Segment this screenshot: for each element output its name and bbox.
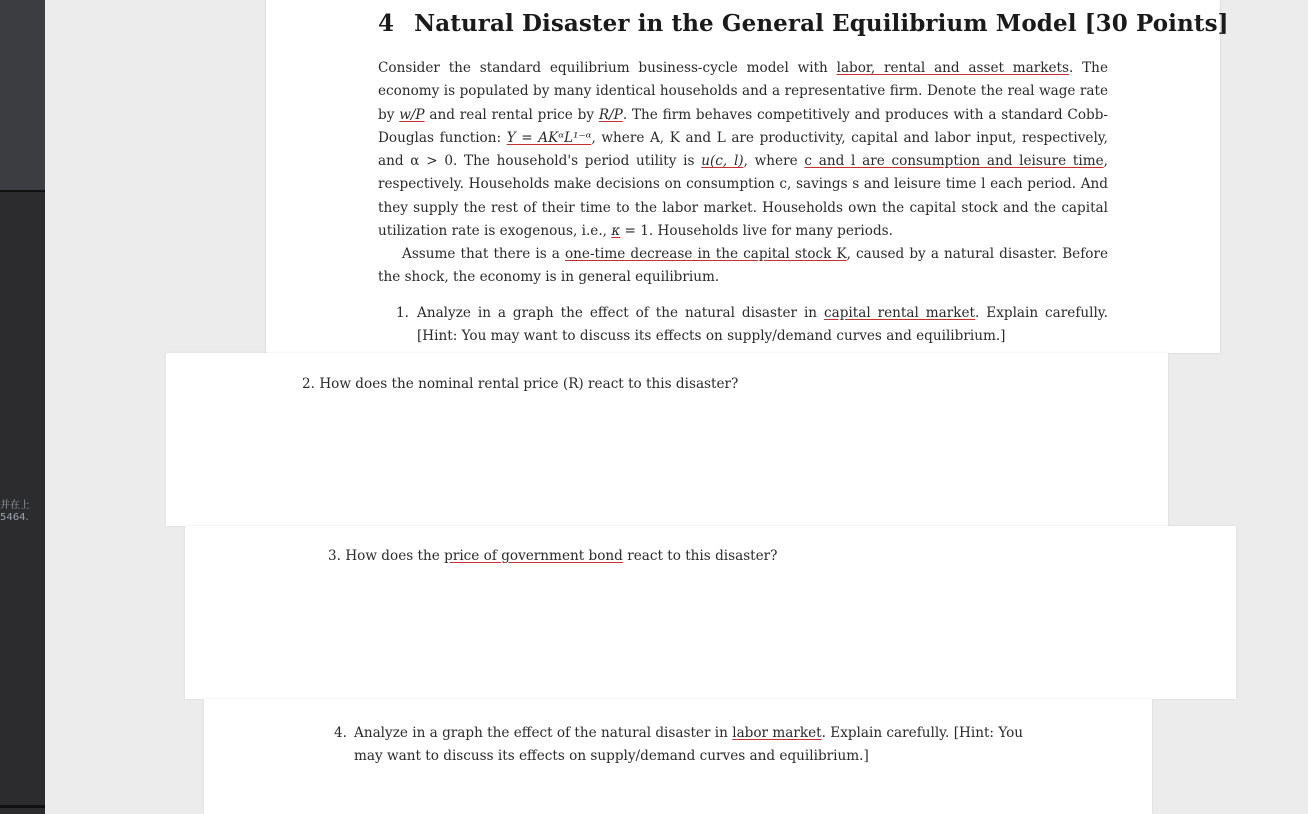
annotation-underline: labor market [732, 725, 822, 741]
annotation-underline: price of government bond [444, 548, 623, 564]
background-divider [0, 190, 45, 192]
intro-paragraph: Consider the standard equilibrium business-cycle model with labor, rental and asset markets. The economy is populated by many identical households and a representative firm. Denote the real wage rate by w/P and real rental price by R/P. The firm behaves competitively and produces with a standard Cobb-Douglas function: Y = AKᵅL¹⁻ᵅ, where A, K and L are productivity, capital and labor input, respectively, and α > 0. The household's period utility is u(c, l), where c and l are consumption and leisure time, respectively. Households make decisions on consumption c, savings s and leisure time l each period. And they supply the rest of their time to the labor market. Households own the capital stock and the capital utilization rate is exogenous, i.e., κ = 1. Households live for many periods. [378, 60, 1108, 240]
background-text-snippet: 并在上 5464. [0, 500, 30, 523]
section-number: 4 [378, 10, 395, 37]
assumption-paragraph: Assume that there is a one-time decrease in the capital stock K, caused by a natural disaster. Before the shock, the economy is in general equilibrium. [378, 246, 1108, 286]
document-page-4 [204, 699, 1152, 814]
question-2: 2. How does the nominal rental price (R) react to this disaster? [302, 376, 739, 392]
annotation-underline: c and l are consumption and leisure time [804, 153, 1104, 170]
annotation-underline: R/P [598, 106, 623, 123]
annotation-underline: w/P [399, 106, 425, 123]
annotation-underline: capital rental market [824, 305, 976, 321]
question-number: 4. [334, 725, 347, 741]
question-number: 2. [302, 376, 315, 392]
document-page-3 [185, 526, 1236, 699]
question-1: 1. Analyze in a graph the effect of the natural disaster in capital rental market. Explain carefully. [Hint: You may want to discuss its effects on supply/demand curves and equilibrium.] [396, 302, 1108, 349]
question-number: 3. [328, 548, 341, 564]
section-heading [378, 10, 1229, 37]
annotation-underline: u(c, l) [701, 153, 744, 170]
annotation-underline: one-time decrease in the capital stock K [564, 246, 847, 262]
question-3: 3. How does the price of government bond react to this disaster? [328, 548, 778, 564]
document-page-2 [166, 353, 1168, 526]
background-thumbnail [0, 0, 45, 190]
section-title: Natural Disaster in the General Equilibrium Model [30 Points] [414, 10, 1229, 37]
question-4: 4. Analyze in a graph the effect of the natural disaster in labor market. Explain carefully. [Hint: You may want to discuss its effects on supply/demand curves and equilibrium.] [334, 722, 1034, 769]
annotation-underline: κ [611, 223, 621, 240]
annotation-underline: Y = AKᵅL¹⁻ᵅ [506, 129, 592, 146]
background-divider [0, 805, 45, 808]
annotation-underline: labor, rental and asset markets [836, 60, 1069, 76]
question-number: 1. [396, 305, 409, 321]
background-app-panel [0, 0, 45, 814]
document-page-1 [266, 0, 1229, 353]
